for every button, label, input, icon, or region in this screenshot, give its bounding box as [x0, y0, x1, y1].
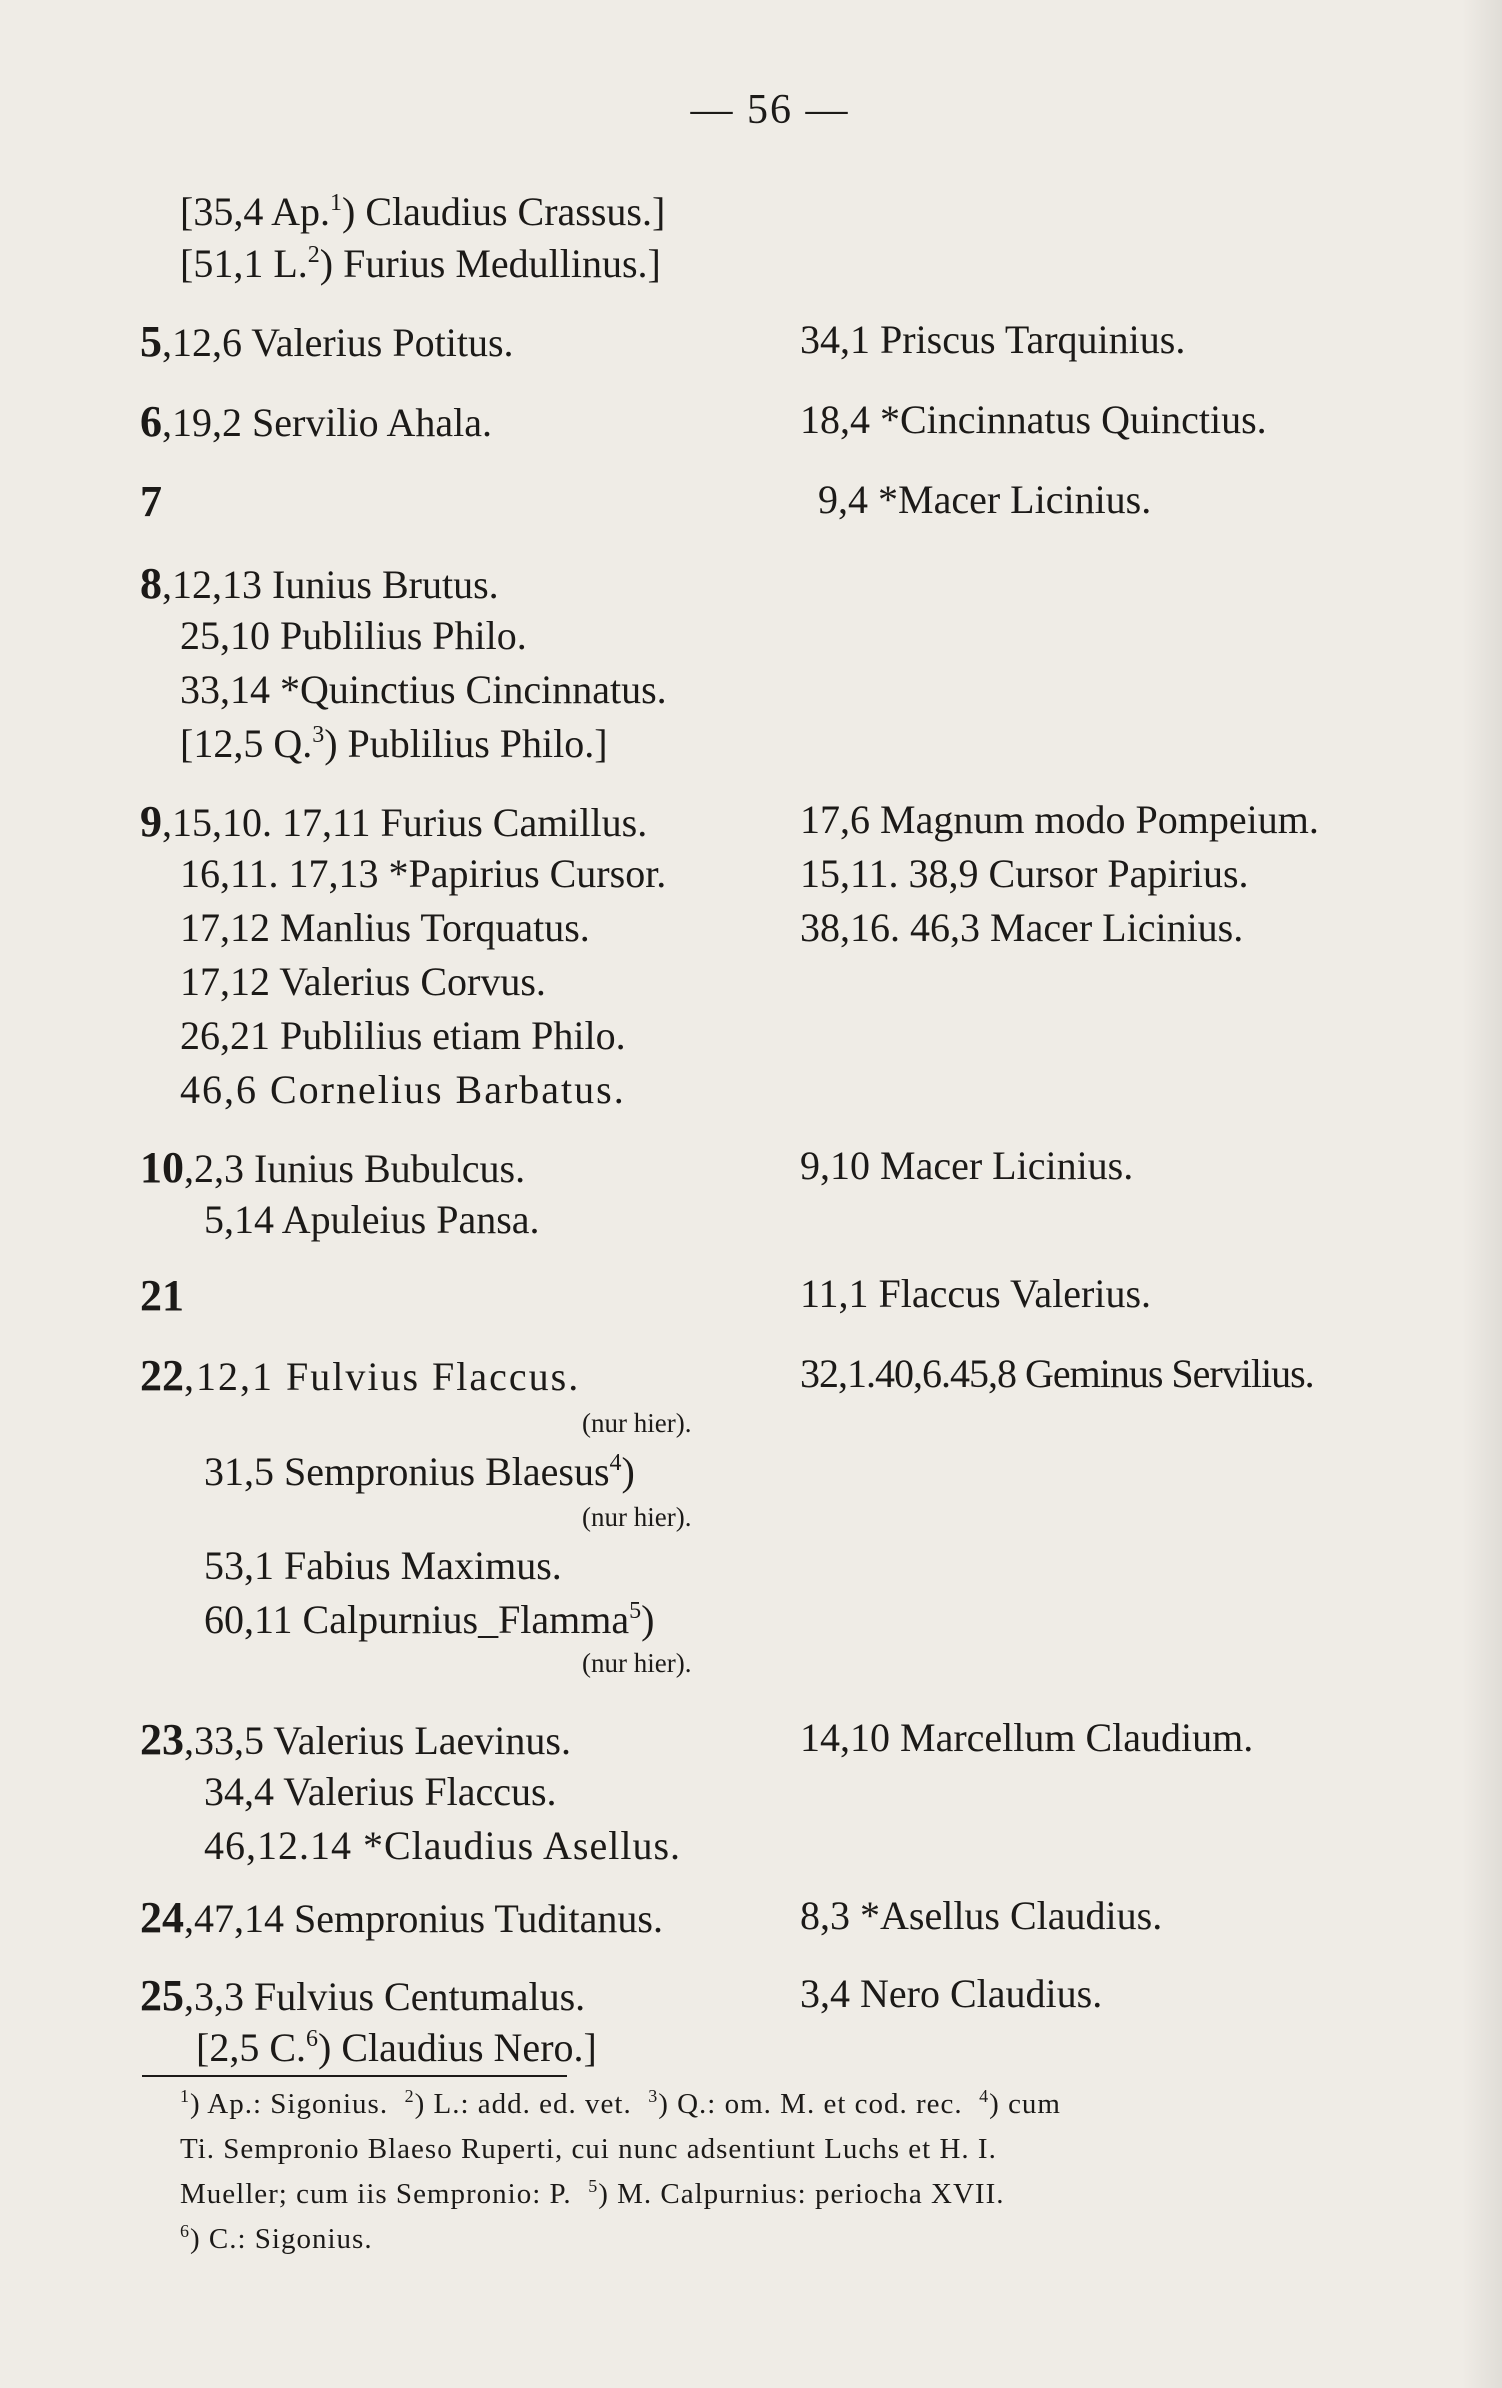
entry-line-right: 18,4 *Cincinnatus Quinctius.	[800, 397, 1267, 442]
entry-line: 46,12.14 *Claudius Asellus.	[204, 1823, 682, 1868]
entry-line-right: 14,10 Marcellum Claudium.	[800, 1715, 1254, 1760]
book-number: 25	[140, 1971, 184, 2020]
entry-line: 17,12 Manlius Torquatus.	[180, 905, 590, 950]
page-number: — 56 —	[690, 87, 850, 133]
entry-line	[140, 477, 162, 526]
book-number: 9	[140, 797, 162, 846]
entry-line: 53,1 Fabius Maximus.	[204, 1543, 562, 1588]
entry-line-right: 3,4 Nero Claudius.	[800, 1971, 1103, 2016]
entry-line-right: 8,3 *Asellus Claudius.	[800, 1893, 1163, 1938]
book-number: 23	[140, 1715, 184, 1764]
footnote-line: Mueller; cum iis Sempronio: P. $^5$) M. Calpurnius: periocha XVII.	[180, 2176, 1005, 2210]
annotation-nur-hier: (nur hier).	[582, 1648, 692, 1678]
entry-line: 26,21 Publilius etiam Philo.	[180, 1013, 626, 1058]
entry-line: 34,4 Valerius Flaccus.	[204, 1769, 557, 1814]
entry-line: 24,47,14 Sempronius Tuditanus.	[140, 1893, 663, 1942]
entry-line: [35,4 Ap.$^1$) Claudius Crassus.]	[180, 189, 666, 234]
entry-line-right: 11,1 Flaccus Valerius.	[800, 1271, 1152, 1316]
entry-line: 5,12,6 Valerius Potitus.	[140, 317, 514, 366]
entry-line: [12,5 Q.$^3$) Publilius Philo.]	[180, 721, 608, 766]
entry-line	[140, 1271, 184, 1320]
book-number: 10	[140, 1143, 184, 1192]
entry-line: 17,12 Valerius Corvus.	[180, 959, 546, 1004]
book-number: 7	[140, 477, 162, 526]
annotation-nur-hier: (nur hier).	[582, 1408, 692, 1438]
entry-line: 16,11. 17,13 *Papirius Cursor.	[180, 851, 667, 896]
entry-line: 60,11 Calpurnius_Flamma$^5$)	[204, 1597, 655, 1642]
book-number: 22	[140, 1351, 184, 1400]
entry-line: 22,12,1 Fulvius Flaccus.	[140, 1351, 581, 1400]
entry-line: 33,14 *Quinctius Cincinnatus.	[180, 667, 667, 712]
entry-line: 6,19,2 Servilio Ahala.	[140, 397, 492, 446]
footnote-line: $^1$) Ap.: Sigonius. $^2$) L.: add. ed. vet. $^3$) Q.: om. M. et cod. rec. $^4$) cum	[180, 2086, 1061, 2120]
entry-line: 25,3,3 Fulvius Centumalus.	[140, 1971, 586, 2020]
entry-line: 23,33,5 Valerius Laevinus.	[140, 1715, 571, 1764]
book-number: 5	[140, 317, 162, 366]
entry-line: 5,14 Apuleius Pansa.	[204, 1197, 540, 1242]
footnote-line: $^6$) C.: Sigonius.	[180, 2221, 373, 2255]
entry-line-right: 9,10 Macer Licinius.	[800, 1143, 1134, 1188]
entry-line: 10,2,3 Iunius Bubulcus.	[140, 1143, 526, 1192]
entry-line: 25,10 Publilius Philo.	[180, 613, 527, 658]
entry-line-right: 34,1 Priscus Tarquinius.	[800, 317, 1186, 362]
book-number: 6	[140, 397, 162, 446]
entry-line: 31,5 Sempronius Blaesus$^4$)	[204, 1449, 635, 1494]
page-gutter-shadow	[1462, 0, 1502, 2388]
book-number: 21	[140, 1271, 184, 1320]
entry-line: 46,6 Cornelius Barbatus.	[180, 1067, 626, 1112]
entry-line: 9,15,10. 17,11 Furius Camillus.	[140, 797, 648, 846]
entry-line: [51,1 L.$^2$) Furius Medullinus.]	[180, 241, 661, 286]
entry-line-right: 17,6 Magnum modo Pompeium.	[800, 797, 1319, 842]
book-number: 8	[140, 559, 162, 608]
annotation-nur-hier: (nur hier).	[582, 1502, 692, 1532]
footnote-line: Ti. Sempronio Blaeso Ruperti, cui nunc adsentiunt Luchs et H. I.	[180, 2133, 997, 2165]
entry-line-right: 15,11. 38,9 Cursor Papirius.	[800, 851, 1249, 896]
entry-line-right: 9,4 *Macer Licinius.	[818, 477, 1152, 522]
entry-line-right: 32,1.40,6.45,8 Geminus Servilius.	[800, 1351, 1314, 1396]
entry-line: 8,12,13 Iunius Brutus.	[140, 559, 499, 608]
book-number: 24	[140, 1893, 184, 1942]
entry-line: [2,5 C.$^6$) Claudius Nero.]	[196, 2025, 597, 2070]
entry-line-right: 38,16. 46,3 Macer Licinius.	[800, 905, 1244, 950]
footnote-rule	[142, 2075, 567, 2077]
